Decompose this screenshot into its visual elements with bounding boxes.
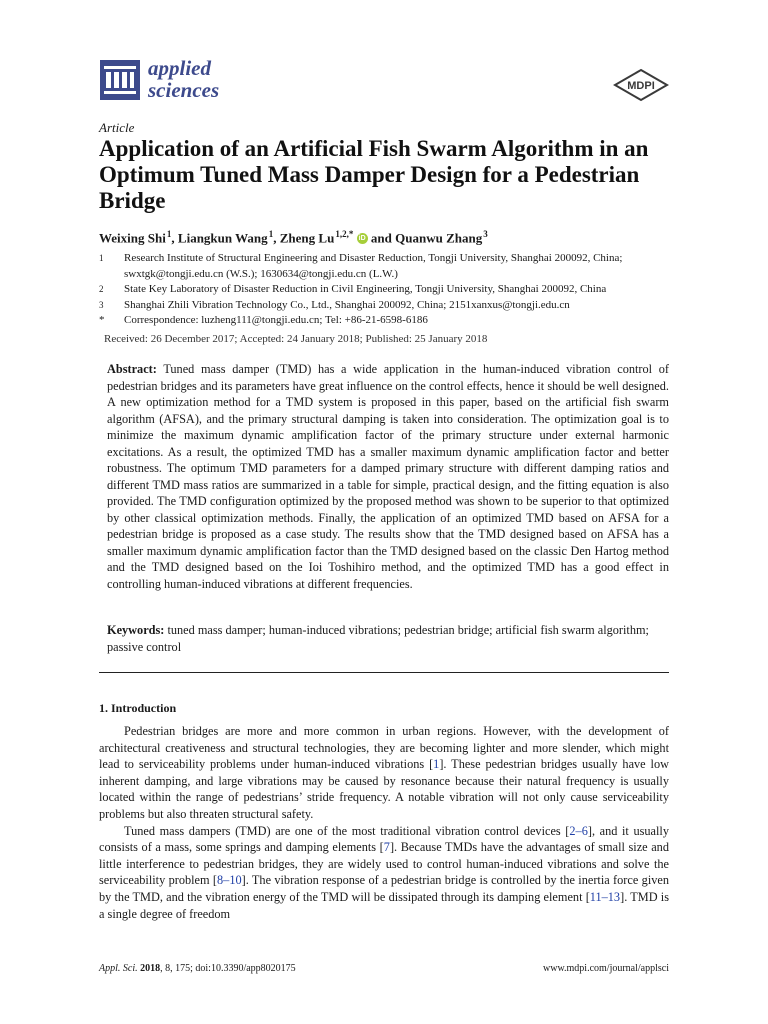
section-divider xyxy=(99,672,669,673)
section-heading: 1. Introduction xyxy=(99,701,177,715)
mdpi-logo-icon xyxy=(611,68,671,102)
paragraph-text: ]. These pedestrian bridges usually have low inherent damping, and large vibrations may be caused by resonance because their natural frequency is usually located within the range of pedestrians’ stride frequency. A notable vibration will not only cause serviceability problems but also threaten structural safety. xyxy=(99,757,669,821)
publication-dates: Received: 26 December 2017; Accepted: 24 January 2018; Published: 25 January 2018 xyxy=(104,333,488,345)
footer-url[interactable]: www.mdpi.com/journal/applsci xyxy=(543,963,669,974)
author-list xyxy=(99,229,488,246)
article-type: Article xyxy=(99,120,135,135)
author-affiliation-marker: 3 xyxy=(483,229,488,239)
affiliation-item xyxy=(99,298,679,314)
author-separator: , xyxy=(171,230,178,246)
affiliation-marker: 3 xyxy=(99,299,104,310)
paragraph-text: ]. The vibration response of a pedestrian bridge is controlled by the inertia force given by the TMD, and the vibration energy of the TMD will be dissipated through its damping element [ xyxy=(99,873,669,904)
paragraph xyxy=(99,823,669,923)
affiliation-marker: 1 xyxy=(99,253,104,263)
citation-link[interactable]: 2–6 xyxy=(569,823,588,838)
paper-title: Application of an Artificial Fish Swarm Algorithm in an Optimum Tuned Mass Damper Design for a Pedestrian Bridge xyxy=(99,136,649,213)
paragraph-text: Tuned mass dampers (TMD) are one of the most traditional vibration control devices [ xyxy=(124,823,570,838)
paragraph xyxy=(99,723,669,823)
journal-name-line1: applied xyxy=(148,56,211,80)
author-separator: and xyxy=(367,230,396,246)
journal-name xyxy=(148,57,219,101)
affiliation-marker: 2 xyxy=(99,284,104,294)
affiliation-item xyxy=(99,251,679,282)
footer-citation xyxy=(99,963,296,974)
abstract-text: Tuned mass damper (TMD) has a wide application in the human-induced vibration control of pedestrian bridges and its parameters have great influence on the control effects, hence it should be well designed. A new optimization method for a TMD system is proposed in this paper, based on the artificial fish swarm algorithm (AFSA), and the primary structural damping is taken into consideration. The optimization goal is to minimize the maximum dynamic amplification factor of the primary structure under external harmonic excitations. As a result, the optimized TMD has a smaller maximum dynamic amplification factor and better robustness. The optimum TMD parameters for a damped primary structure with different damping ratios and different TMD mass ratios are summarized in a table for simple, practical design, and the fitting equation is also provided. The TMD configuration optimized by the proposed method was shown to be superior to that optimized by other classical optimization methods. Finally, the application of an optimized TMD based on AFSA for a pedestrian bridge is proposed as a case study. The results show that the TMD designed based on AFSA has a smaller maximum dynamic amplification factor than the TMD designed based on the classic Den Hartog method and the TMD designed based on the Ioi Toshihiro method, and the optimized TMD has a good effect in controlling human-induced vibrations at different frequencies. xyxy=(107,362,669,591)
paragraph-text: Pedestrian bridges are more and more common in urban regions. However, with the development of architectural creativeness and structural technologies, they are becoming lighter and more slender, which might lead to serviceability problems under human-induced vibrations [ xyxy=(99,724,669,772)
journal-logo-icon xyxy=(100,60,140,100)
affiliation-text: Shanghai Zhili Vibration Technology Co., Ltd., Shanghai 200092, China; 2151xanxus@tongji.edu.cn xyxy=(124,298,570,311)
author-affiliation-marker: 1,2,* xyxy=(335,229,354,239)
author-name[interactable]: Zheng Lu xyxy=(279,230,335,246)
footer-year: 2018 xyxy=(140,963,161,974)
footer-journal-abbrev: Appl. Sci. xyxy=(99,963,138,974)
author-name[interactable]: Weixing Shi xyxy=(99,230,166,246)
footer-citation-rest: , 8, 175; doi:10.3390/app8020175 xyxy=(160,963,296,974)
introduction-body xyxy=(99,723,669,922)
keywords xyxy=(107,622,669,655)
affiliation-text: Research Institute of Structural Engineering and Disaster Reduction, Tongji University, Shanghai 200092, China; swxtgk@tongji.edu.cn (W.S.); 1630634@tongji.edu.cn (L.W.) xyxy=(124,252,623,280)
keywords-label: Keywords: xyxy=(107,623,165,637)
svg-text:MDPI: MDPI xyxy=(627,80,655,92)
abstract xyxy=(107,361,669,592)
author-name[interactable]: Liangkun Wang xyxy=(177,230,268,246)
affiliation-item xyxy=(99,313,679,329)
paragraph-text: ], and it usually consists of a mass, some springs and damping elements [ xyxy=(99,823,669,855)
paragraph-text: ]. Because TMDs have the advantages of small size and little interference to pedestrian bridges, they are widely used to control human-induced vibrations and solve the serviceability problem [ xyxy=(99,840,669,888)
author-affiliation-marker: 1 xyxy=(268,229,274,239)
author-name[interactable]: Quanwu Zhang xyxy=(395,230,483,246)
citation-link[interactable]: 1 xyxy=(433,757,440,772)
abstract-label: Abstract: xyxy=(107,362,157,376)
citation-link[interactable]: 7 xyxy=(383,840,390,855)
author-affiliation-marker: 1 xyxy=(166,229,172,239)
affiliations xyxy=(99,251,679,329)
journal-name-line2: sciences xyxy=(148,78,220,102)
orcid-icon[interactable]: iD xyxy=(358,235,366,243)
citation-link[interactable]: 8–10 xyxy=(217,873,242,888)
correspondence-text: Correspondence: luzheng111@tongji.edu.cn; Tel: +86-21-6598-6186 xyxy=(124,314,428,326)
paragraph-text: ]. TMD is a single degree of freedom xyxy=(99,889,670,921)
affiliation-item xyxy=(99,282,679,298)
affiliation-marker: * xyxy=(99,314,105,326)
affiliation-text: State Key Laboratory of Disaster Reduction in Civil Engineering, Tongji University, Shanghai 200092, China xyxy=(124,283,607,295)
citation-link[interactable]: 11–13 xyxy=(589,889,621,904)
author-separator: , xyxy=(273,230,280,246)
keywords-text: tuned mass damper; human-induced vibrations; pedestrian bridge; artificial fish swarm algorithm; passive control xyxy=(107,623,649,654)
